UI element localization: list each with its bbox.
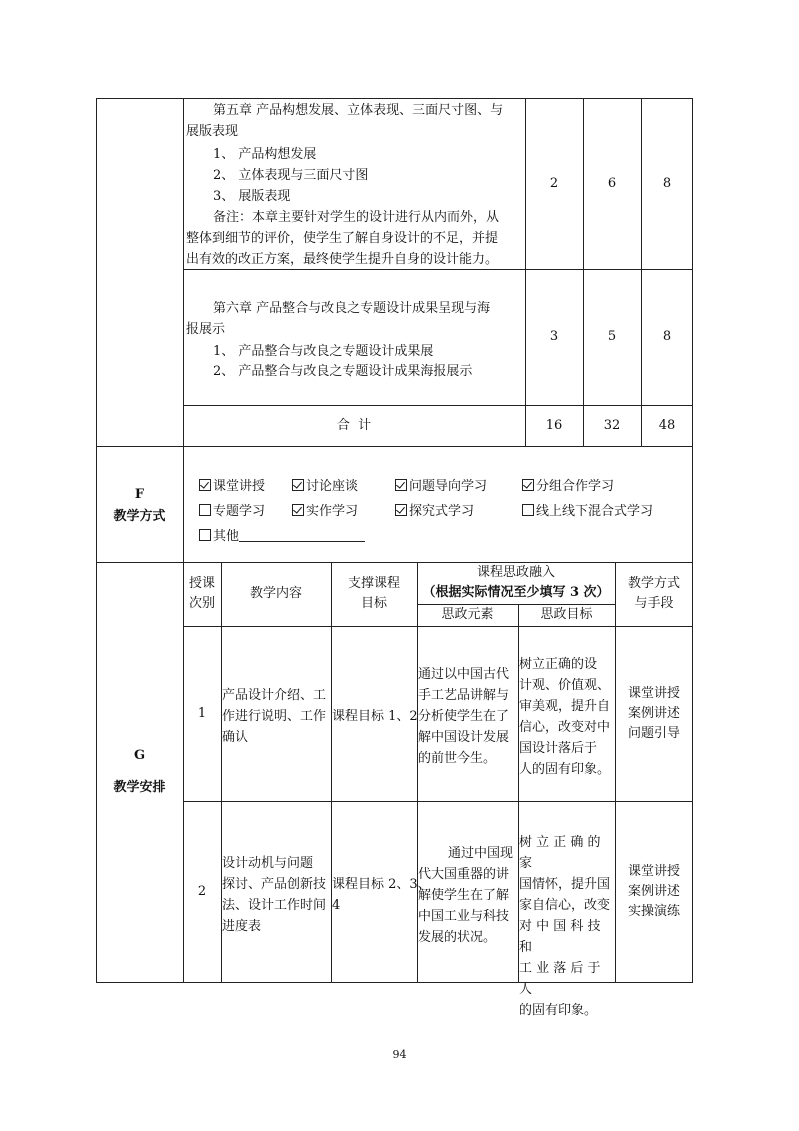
row1-method-line: 问题引导 bbox=[627, 725, 680, 741]
row2-target-line: 国情怀，提升国 bbox=[519, 877, 611, 892]
ch6-hours-1: 3 bbox=[549, 329, 559, 344]
ch6-item: 1、 产品整合与改良之专题设计成果展 bbox=[213, 344, 434, 359]
ch5-item: 3、 展版表现 bbox=[213, 189, 291, 204]
row2-target-line: 家自信心，改变 bbox=[519, 898, 611, 913]
header-method-line: 与手段 bbox=[634, 596, 674, 611]
row1-element-line: 手工艺品讲解与 bbox=[418, 688, 510, 703]
row1-target-line: 人的固有印象。 bbox=[519, 762, 611, 777]
row2-content bbox=[222, 853, 332, 937]
total-hours-2: 32 bbox=[603, 417, 621, 433]
checkbox-checked-icon bbox=[199, 479, 211, 491]
row1-method-line: 课堂讲授 bbox=[627, 685, 680, 701]
method-option bbox=[522, 476, 614, 497]
row2-target-line: 的固有印象。 bbox=[519, 1003, 598, 1018]
row1-element-line: 的前世今生。 bbox=[418, 751, 497, 766]
ch5-item: 1、 产品构想发展 bbox=[213, 147, 317, 162]
row1-content-line: 作进行说明、工作 bbox=[222, 709, 327, 724]
method-option-label: 探究式学习 bbox=[409, 504, 475, 519]
ch5-title: 第五章 产品构想发展、立体表现、三面尺寸图、与 bbox=[213, 103, 504, 118]
row1-content-line: 确认 bbox=[222, 730, 249, 745]
row1-target-line: 计观、价值观、 bbox=[519, 678, 611, 693]
header-ideology-note: （根据实际情况至少填写 3 次） bbox=[422, 585, 610, 600]
total-hours-1: 16 bbox=[545, 417, 563, 433]
total-hours-3: 48 bbox=[658, 417, 676, 433]
section-f-name: 教学方式 bbox=[113, 509, 166, 524]
row2-element-line: 通过中国现 bbox=[448, 846, 514, 861]
method-option-label: 讨论座谈 bbox=[306, 479, 359, 494]
header-goal-line: 支撑课程 bbox=[347, 576, 400, 591]
method-option bbox=[199, 526, 365, 547]
row2-content-line: 法、设计工作时间 bbox=[222, 898, 327, 913]
header-session-line: 授课 bbox=[188, 576, 215, 591]
row2-goal bbox=[332, 874, 431, 916]
checkbox-empty-icon bbox=[199, 504, 211, 516]
ch6-title-cont: 报展示 bbox=[186, 322, 226, 337]
checkbox-empty-icon bbox=[199, 529, 211, 541]
row1-element-line: 通过以中国古代 bbox=[418, 667, 510, 682]
ch5-title-cont: 展版表现 bbox=[186, 124, 239, 139]
ch6-item: 2、 产品整合与改良之专题设计成果海报展示 bbox=[213, 364, 473, 379]
method-option bbox=[199, 501, 265, 522]
row1-goal: 课程目标 1、2 bbox=[332, 709, 418, 724]
method-option-label: 线上线下混合式学习 bbox=[536, 504, 654, 519]
checkbox-empty-icon bbox=[522, 504, 534, 516]
row1-target-line: 树立正确的设 bbox=[519, 657, 598, 672]
row2-goal-line: 4 bbox=[332, 898, 341, 913]
row1-session: 1 bbox=[197, 705, 207, 721]
row2-target-line: 工 业 落 后 于 人 bbox=[519, 961, 601, 997]
ch5-note: 出有效的改正方案，最终使学生提升自身的设计能力。 bbox=[186, 252, 499, 267]
row2-method-line: 实操演练 bbox=[627, 904, 680, 919]
section-f-code: F bbox=[134, 487, 145, 502]
row2-method-line: 案例讲述 bbox=[627, 884, 680, 899]
header-goal-line: 目标 bbox=[360, 596, 387, 611]
fill-in-blank bbox=[239, 527, 365, 542]
row2-method bbox=[615, 801, 693, 983]
row1-element-line: 分析使学生在了 bbox=[418, 709, 510, 724]
header-content: 教学内容 bbox=[249, 586, 302, 601]
ch6-hours-3: 8 bbox=[662, 329, 672, 344]
section-g-code: G bbox=[133, 748, 146, 763]
row1-method-line: 案例讲述 bbox=[627, 705, 680, 721]
row2-element-line: 解使学生在了解 bbox=[418, 888, 510, 903]
row2-element-line: 中国工业与科技 bbox=[418, 909, 510, 924]
header-target: 思政目标 bbox=[540, 607, 593, 622]
ch5-item: 2、 立体表现与三面尺寸图 bbox=[213, 168, 369, 183]
divider bbox=[96, 446, 693, 447]
row1-content-line: 产品设计介绍、工 bbox=[222, 688, 327, 703]
method-option bbox=[395, 501, 474, 522]
row1-method bbox=[615, 626, 693, 801]
row1-target-line: 国设计落后于 bbox=[519, 741, 598, 756]
total-label: 合 计 bbox=[336, 417, 372, 433]
row2-target bbox=[519, 832, 616, 1021]
method-option-label: 专题学习 bbox=[213, 504, 266, 519]
row2-element-line: 代大国重器的讲 bbox=[418, 867, 510, 882]
method-option-label: 问题导向学习 bbox=[409, 479, 488, 494]
row1-element bbox=[418, 664, 519, 769]
row2-element bbox=[418, 843, 519, 948]
row2-content-line: 探讨、产品创新技 bbox=[222, 877, 327, 892]
method-option bbox=[522, 501, 653, 522]
header-goal bbox=[331, 562, 417, 626]
ch5-note: 整体到细节的评价，使学生了解自身设计的不足，并提 bbox=[186, 231, 499, 246]
row1-target-line: 审美观，提升自 bbox=[519, 699, 611, 714]
header-method bbox=[615, 562, 693, 626]
row2-target-line: 对 中 国 科 技 和 bbox=[519, 919, 601, 955]
row1-target-line: 信心，改变对中 bbox=[519, 720, 611, 735]
page-number: 94 bbox=[392, 1048, 407, 1061]
method-option-label: 分组合作学习 bbox=[536, 479, 615, 494]
header-session bbox=[183, 562, 221, 626]
method-option-label: 实作学习 bbox=[306, 504, 359, 519]
row2-session: 2 bbox=[197, 884, 207, 899]
header-element: 思政元素 bbox=[441, 607, 494, 622]
header-ideology bbox=[417, 562, 615, 604]
section-g-name: 教学安排 bbox=[113, 780, 166, 795]
method-option bbox=[395, 476, 487, 497]
row1-content bbox=[222, 685, 332, 748]
row1-target bbox=[519, 654, 616, 780]
header-method-line: 教学方式 bbox=[627, 576, 680, 591]
row2-method-line: 课堂讲授 bbox=[627, 864, 680, 879]
ch5-hours-1: 2 bbox=[549, 175, 559, 191]
method-option-label: 其他 bbox=[213, 529, 240, 544]
ch5-note: 备注：本章主要针对学生的设计进行从内而外，从 bbox=[213, 210, 500, 225]
ch5-hours-3: 8 bbox=[662, 175, 672, 191]
checkbox-checked-icon bbox=[522, 479, 534, 491]
ch6-hours-2: 5 bbox=[607, 329, 617, 344]
ch6-title: 第六章 产品整合与改良之专题设计成果呈现与海 bbox=[213, 301, 491, 316]
checkbox-checked-icon bbox=[395, 504, 407, 516]
row2-target-line: 树 立 正 确 的 家 bbox=[519, 835, 601, 871]
method-option-label: 课堂讲授 bbox=[213, 479, 266, 494]
row1-element-line: 解中国设计发展 bbox=[418, 730, 510, 745]
header-ideology-line: 课程思政融入 bbox=[476, 565, 555, 580]
method-option bbox=[292, 501, 358, 522]
method-option bbox=[292, 476, 358, 497]
row2-content-line: 设计动机与问题 bbox=[222, 856, 314, 871]
row2-element-line: 发展的状况。 bbox=[418, 930, 497, 945]
ch5-hours-2: 6 bbox=[607, 175, 617, 191]
checkbox-checked-icon bbox=[292, 479, 304, 491]
method-option bbox=[199, 476, 265, 497]
header-session-line: 次别 bbox=[188, 596, 215, 611]
checkbox-checked-icon bbox=[395, 479, 407, 491]
row2-content-line: 进度表 bbox=[222, 919, 262, 934]
checkbox-checked-icon bbox=[292, 504, 304, 516]
row2-goal-line: 课程目标 2、3、 bbox=[332, 877, 431, 892]
